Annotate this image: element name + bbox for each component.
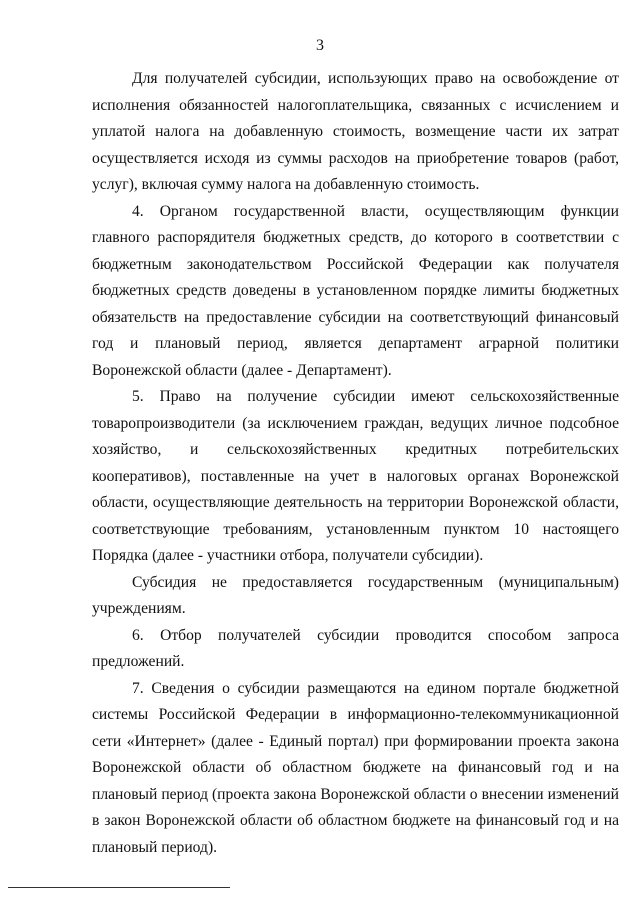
footer-rule [8, 887, 230, 888]
document-body [92, 66, 619, 861]
paragraph-5-eligibility: 5. Право на получение субсидии имеют сельскохозяйственные товаропроизводители (за исключением граждан, ведущих личное подсобное хозяйство, и сельскохозяйственных кредитных потребительских кооперативов), поставленные на учет в налоговых органах Воронежской области, осуществляющие деятельность на территории Воронежской области, соответствующие требованиям, установленным пунктом 10 настоящего Порядка (далее - участники отбора, получатели субсидии). [92, 388, 619, 564]
paragraph-4-budget-authority: 4. Органом государственной власти, осуществляющим функции главного распорядителя бюджетных средств, до которого в соответствии с бюджетным законодательством Российской Федерации как получателя бюджетных средств доведены в установленном порядке лимиты бюджетных обязательств на предоставление субсидии на соответствующий финансовый год и плановый период, является департамент аграрной политики Воронежской области (далее - Департамент). [92, 202, 619, 379]
page-number: 3 [316, 37, 324, 54]
paragraph-vat-exemption: Для получателей субсидии, использующих право на освобождение от исполнения обязанностей налогоплательщика, связанных с исчислением и уплатой налога на добавленную стоимость, возмещение части их затрат осуществляется исходя из суммы расходов на приобретение товаров (работ, услуг), включая сумму налога на добавленную стоимость. [92, 70, 619, 193]
paragraph-7-portal-info: 7. Сведения о субсидии размещаются на едином портале бюджетной системы Российской Федерации в информационно-телекоммуникационной сети «Интернет» (далее - Единый портал) при формировании проекта закона Воронежской области об областном бюджете на финансовый год и на плановый период (проекта закона Воронежской области о внесении изменений в закон Воронежской области об областном бюджете на финансовый год и на плановый период). [92, 679, 619, 856]
paragraph-institutions-excluded: Субсидия не предоставляется государственным (муниципальным) учреждениям. [92, 573, 619, 617]
paragraph-6-selection: 6. Отбор получателей субсидии проводится способом запроса предложений. [92, 626, 619, 670]
